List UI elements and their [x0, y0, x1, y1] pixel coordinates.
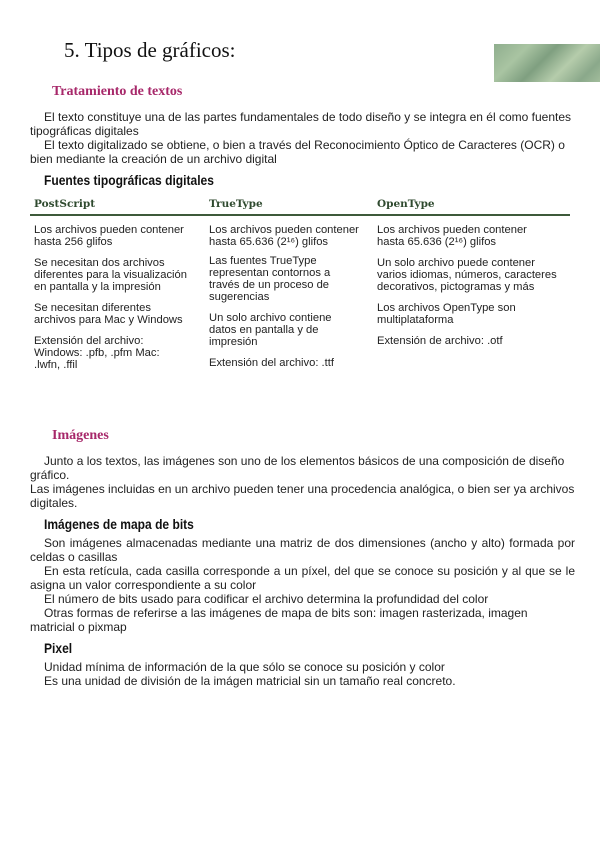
subheading-pixel: Pixel: [44, 640, 73, 656]
subheading-fuentes: Fuentes tipográficas digitales: [44, 172, 214, 188]
table-cell: Se necesitan diferentes archivos para Mac y Windows: [34, 302, 183, 326]
section-heading-tratamiento: Tratamiento de textos: [52, 84, 183, 99]
paragraph: Las imágenes incluidas en un archivo pueden tener una procedencia analógica, o bien ser ya archivos digitales.: [30, 482, 575, 510]
table-column-postscript: [34, 224, 194, 380]
table-cell: Los archivos OpenType son multiplataforma: [377, 302, 516, 326]
table-cell: Las fuentes TrueType representan contornos a través de un proceso de sugerencias: [209, 255, 331, 303]
paragraph: El texto constituye una de las partes fundamentales de todo diseño y se integra en él como fuentes tipográficas digitales: [30, 110, 571, 138]
paragraph: Son imágenes almacenadas mediante una matriz de dos dimensiones (ancho y alto) formada por celdas o casillas: [30, 536, 575, 564]
paragraph: Unidad mínima de información de la que sólo se conoce su posición y color: [44, 660, 445, 674]
paragraph: El número de bits usado para codificar el archivo determina la profundidad del color: [44, 592, 489, 606]
table-cell: Los archivos pueden contener hasta 65.636 (2¹⁶) glifos: [209, 224, 359, 248]
paragraph: Otras formas de referirse a las imágenes de mapa de bits son: imagen rasterizada, imagen matricial o pixmap: [30, 606, 528, 634]
decorative-texture-image: [494, 44, 600, 82]
table-cell: Extensión del archivo: Windows: .pfb, .pfm Mac: .lwfn, .ffil: [34, 335, 160, 371]
table-cell: Los archivos pueden contener hasta 256 glifos: [34, 224, 184, 248]
section-heading-imagenes: Imágenes: [52, 428, 109, 443]
page-title: 5. Tipos de gráficos:: [64, 38, 236, 62]
paragraph: Es una unidad de división de la imágen matricial sin un tamaño real concreto.: [44, 674, 456, 688]
column-header-opentype: OpenType: [377, 198, 435, 210]
column-header-postscript: PostScript: [34, 198, 96, 210]
table-column-truetype: [209, 224, 359, 378]
paragraph: En esta retícula, cada casilla corresponde a un píxel, del que se conoce su posición y al que se le asigna un valor correspondiente a su color: [30, 564, 575, 592]
table-cell: Se necesitan dos archivos diferentes para la visualización en pantalla y la impresión: [34, 257, 187, 293]
paragraph: El texto digitalizado se obtiene, o bien a través del Reconocimiento Óptico de Caracteres (OCR) o bien mediante la creación de un archivo digital: [30, 138, 565, 166]
table-cell: Extensión de archivo: .otf: [377, 335, 503, 347]
subheading-mapa-de-bits: Imágenes de mapa de bits: [44, 516, 194, 532]
table-cell: Los archivos pueden contener hasta 65.636 (2¹⁶) glifos: [377, 224, 527, 248]
table-cell: Extensión del archivo: .ttf: [209, 357, 334, 369]
table-column-opentype: [377, 224, 557, 356]
table-cell: Un solo archivo puede contener varios idiomas, números, caracteres decorativos, pictogramas y más: [377, 257, 557, 293]
paragraph: Junto a los textos, las imágenes son uno de los elementos básicos de una composición de diseño gráfico.: [30, 454, 565, 482]
table-cell: Un solo archivo contiene datos en pantalla y de impresión: [209, 312, 332, 348]
table-header-rule: [30, 214, 570, 216]
column-header-truetype: TrueType: [209, 198, 263, 210]
